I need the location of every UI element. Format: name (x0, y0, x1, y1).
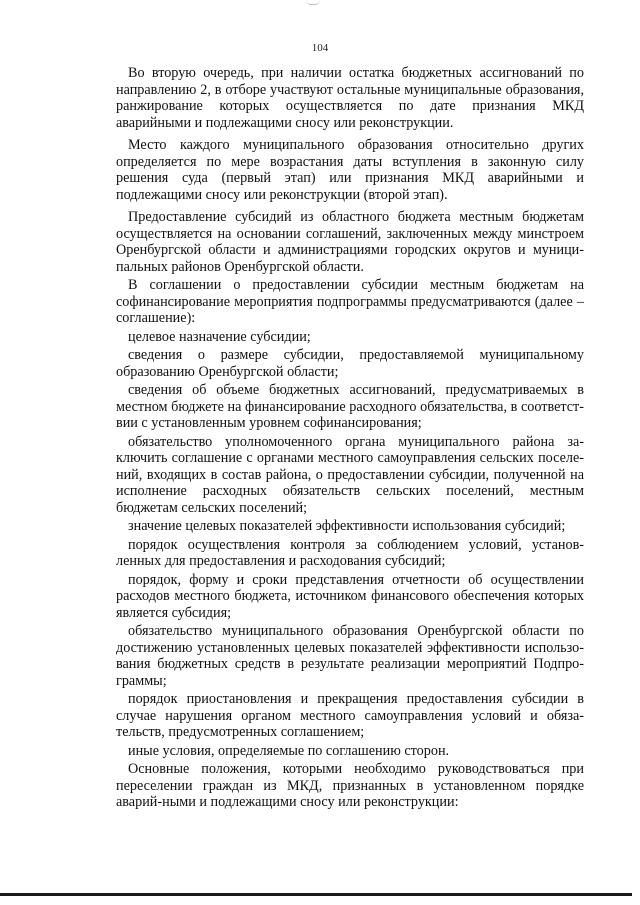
paragraph-4: В соглашении о предоставлении субсидии местным бюджетам на софинансирование мероприятия подпрограммы предусматриваются (далее – соглашение): (116, 277, 584, 326)
paragraph-3: Предоставление субсидий из областного бюджета местным бюджетам осуществляется на основании соглашений, заключенных между минстроем Оренбургской области и администрациями городских округов и муници-пальных районов Оренбургской области. (116, 209, 584, 275)
list-item-control-procedure: порядок осуществления контроля за соблюдением условий, установ-ленных для предоставления и расходования субсидий; (116, 536, 584, 569)
list-item-target-indicators: значение целевых показателей эффективности использования субсидий; (128, 518, 566, 534)
list-item-subsidy-size: сведения о размере субсидии, предоставляемой муниципальному образованию Оренбургской области; (116, 347, 584, 380)
paragraph-resettlement: Основные положения, которыми необходимо руководствоваться при переселении граждан из МКД, признанных в установленном порядке аварий-ными и подлежащими сносу или реконструкции: (116, 761, 584, 810)
paragraph-1: Во вторую очередь, при наличии остатка бюджетных ассигнований по направлению 2, в отборе участвуют остальные муниципальные образования, ранжирование которых осуществляется по дате признания МКД аварийными и подлежащими сносу или реконструкции. (116, 65, 584, 131)
page-number: 104 (311, 42, 329, 54)
list-item-reporting: порядок, форму и сроки представления отчетности об осуществлении расходов местного бюджета, источником финансового обеспечения которых является субсидия; (116, 571, 584, 621)
bottom-rule (0, 893, 632, 896)
list-item-suspension-procedure: порядок приостановления и прекращения предоставления субсидии в случае нарушения органом местного самоуправления условий и обяза-тельств, предусмотренных соглашением; (116, 691, 584, 740)
list-item-district-obligation: обязательство уполномоченного органа муниципального района за-ключить соглашение с органами местного самоуправления сельских поселе-ний, входящих в состав района, о предоставлении субсидии, полученной на исполнение расходных обязательств сельских поселений, местным бюджетам сельских поселений; (116, 433, 584, 516)
paragraph-2: Место каждого муниципального образования относительно других определяется по мере возрастания даты вступления в законную силу решения суда (первый этап) или признания МКД аварийными и подлежащими сносу или реконструкции (второй этап). (116, 137, 584, 203)
document-body (116, 65, 584, 811)
page-top-mark (306, 0, 320, 5)
list-item-other-conditions: иные условия, определяемые по соглашению сторон. (128, 742, 450, 759)
list-item-municipal-obligation: обязательство муниципального образования Оренбургской области по достижению установленных целевых показателей эффективности использо-вания бюджетных средств в результате реализации мероприятий Подпро-граммы; (116, 623, 584, 689)
list-item-budget-allocations: сведения об объеме бюджетных ассигнований, предусматриваемых в местном бюджете на финансирование расходного обязательства, в соответст-вии с установленным уровнем софинансирования; (116, 382, 584, 431)
list-item-purpose: целевое назначение субсидии; (128, 328, 311, 345)
